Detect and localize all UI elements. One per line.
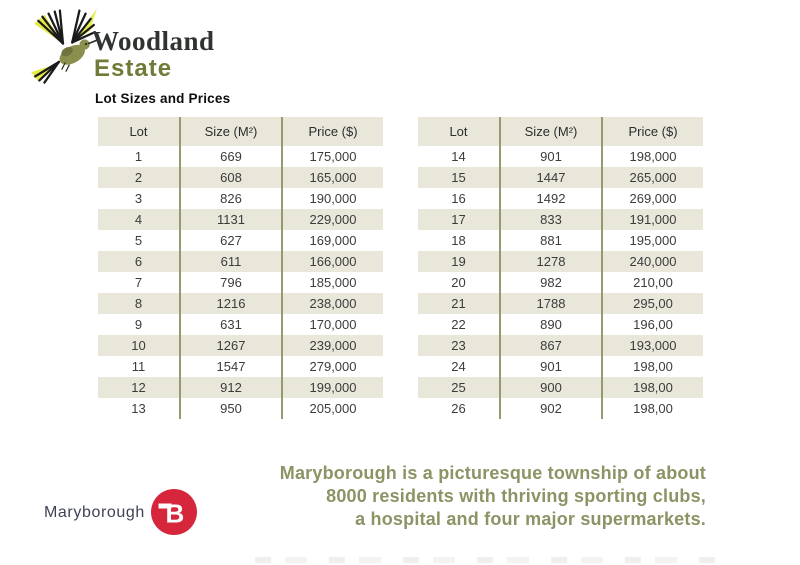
table-cell: 8	[98, 293, 180, 314]
table-cell: 14	[451, 149, 466, 164]
table-cell: 26	[451, 401, 466, 416]
table-cell: 15	[418, 167, 500, 188]
table-cell: 1447	[500, 167, 602, 188]
township-tagline	[280, 462, 706, 531]
table-cell: 175,000	[282, 146, 383, 167]
table-cell: 16	[451, 191, 466, 206]
table-cell: 13	[131, 401, 146, 416]
table-cell: 198,00	[602, 377, 703, 398]
brand-name: Woodland	[92, 26, 215, 56]
table-cell: 881	[500, 230, 602, 251]
tagline-line: 8000 residents with thriving sporting clubs,	[326, 486, 706, 506]
page-title: Lot Sizes and Prices	[95, 91, 231, 106]
table-cell: 1	[134, 149, 143, 164]
table-cell: 826	[180, 188, 282, 209]
table-cell: 901	[500, 146, 602, 167]
tagline-line: Maryborough is a picturesque township of about	[279, 463, 706, 483]
table-row	[98, 293, 383, 314]
table-cell: 1278	[500, 251, 602, 272]
table-cell: 3	[134, 191, 143, 206]
table-cell: 169,000	[282, 230, 383, 251]
table-cell: 12	[98, 377, 180, 398]
table-row	[418, 356, 703, 377]
column-header: Lot	[418, 117, 500, 146]
table-cell: 608	[180, 167, 282, 188]
table-cell: 191,000	[602, 209, 703, 230]
lot-price-table-right	[418, 117, 703, 419]
table-header-row	[98, 117, 383, 146]
table-cell: 198,00	[602, 398, 703, 419]
table-row	[98, 167, 383, 188]
table-cell: 20	[451, 275, 466, 290]
table-cell: 1547	[180, 356, 282, 377]
table-row	[98, 398, 383, 419]
column-header: Lot	[98, 117, 180, 146]
table-row	[418, 335, 703, 356]
table-row	[98, 314, 383, 335]
table-row	[98, 356, 383, 377]
table-cell: 205,000	[282, 398, 383, 419]
table-cell: 5	[134, 233, 143, 248]
cutoff-text-remnant	[255, 557, 720, 563]
table-cell: 185,000	[282, 272, 383, 293]
table-cell: 833	[500, 209, 602, 230]
table-row	[418, 230, 703, 251]
maryborough-logo-text: Maryborough	[44, 504, 145, 521]
table-cell: 17	[418, 209, 500, 230]
table-cell: 982	[500, 272, 602, 293]
table-row	[98, 335, 383, 356]
table-row	[418, 146, 703, 167]
table-cell: 890	[500, 314, 602, 335]
lot-price-table-left	[98, 117, 383, 419]
table-cell: 1267	[180, 335, 282, 356]
table-cell: 796	[180, 272, 282, 293]
svg-text:B: B	[165, 498, 185, 529]
column-header: Price ($)	[282, 117, 383, 146]
table-cell: 195,000	[602, 230, 703, 251]
table-row	[418, 272, 703, 293]
table-cell: 1492	[500, 188, 602, 209]
table-cell: 279,000	[282, 356, 383, 377]
table-cell: 912	[180, 377, 282, 398]
table-cell: 199,000	[282, 377, 383, 398]
table-cell: 240,000	[602, 251, 703, 272]
table-cell: 210,00	[602, 272, 703, 293]
table-cell: 627	[180, 230, 282, 251]
table-row	[418, 167, 703, 188]
table-cell: 196,00	[602, 314, 703, 335]
table-cell: 631	[180, 314, 282, 335]
table-header-row	[418, 117, 703, 146]
table-row	[98, 146, 383, 167]
table-cell: 611	[180, 251, 282, 272]
table-row	[98, 230, 383, 251]
table-cell: 24	[451, 359, 466, 374]
column-header: Size (M²)	[500, 117, 602, 146]
table-cell: 198,00	[602, 356, 703, 377]
tagline-line: a hospital and four major supermarkets.	[355, 509, 706, 529]
table-cell: 10	[98, 335, 180, 356]
table-cell: 193,000	[602, 335, 703, 356]
table-cell: 295,00	[602, 293, 703, 314]
maryborough-b-badge-icon	[151, 489, 197, 535]
table-row	[418, 377, 703, 398]
table-cell: 23	[418, 335, 500, 356]
table-cell: 166,000	[282, 251, 383, 272]
table-row	[98, 251, 383, 272]
table-cell: 18	[451, 233, 466, 248]
table-cell: 7	[134, 275, 143, 290]
table-cell: 950	[180, 398, 282, 419]
column-header: Price ($)	[602, 117, 703, 146]
column-header: Size (M²)	[180, 117, 282, 146]
table-cell: 2	[98, 167, 180, 188]
table-row	[418, 314, 703, 335]
table-row	[418, 209, 703, 230]
table-cell: 238,000	[282, 293, 383, 314]
table-row	[418, 293, 703, 314]
table-cell: 1216	[180, 293, 282, 314]
table-cell: 9	[134, 317, 143, 332]
table-cell: 198,000	[602, 146, 703, 167]
table-cell: 239,000	[282, 335, 383, 356]
brand-suffix: Estate	[94, 55, 173, 82]
table-cell: 22	[451, 317, 466, 332]
table-cell: 900	[500, 377, 602, 398]
table-cell: 190,000	[282, 188, 383, 209]
table-cell: 269,000	[602, 188, 703, 209]
table-cell: 25	[418, 377, 500, 398]
table-row	[98, 272, 383, 293]
table-cell: 170,000	[282, 314, 383, 335]
table-cell: 902	[500, 398, 602, 419]
table-cell: 11	[131, 359, 146, 374]
table-cell: 669	[180, 146, 282, 167]
table-cell: 6	[98, 251, 180, 272]
table-row	[418, 251, 703, 272]
table-cell: 901	[500, 356, 602, 377]
table-cell: 4	[98, 209, 180, 230]
table-cell: 1131	[180, 209, 282, 230]
hummingbird-logo-icon	[28, 6, 100, 84]
table-cell: 1788	[500, 293, 602, 314]
table-cell: 165,000	[282, 167, 383, 188]
table-cell: 265,000	[602, 167, 703, 188]
table-row	[98, 188, 383, 209]
table-cell: 867	[500, 335, 602, 356]
table-cell: 19	[418, 251, 500, 272]
table-row	[418, 398, 703, 419]
table-cell: 229,000	[282, 209, 383, 230]
table-row	[98, 209, 383, 230]
table-row	[418, 188, 703, 209]
table-row	[98, 377, 383, 398]
table-cell: 21	[418, 293, 500, 314]
